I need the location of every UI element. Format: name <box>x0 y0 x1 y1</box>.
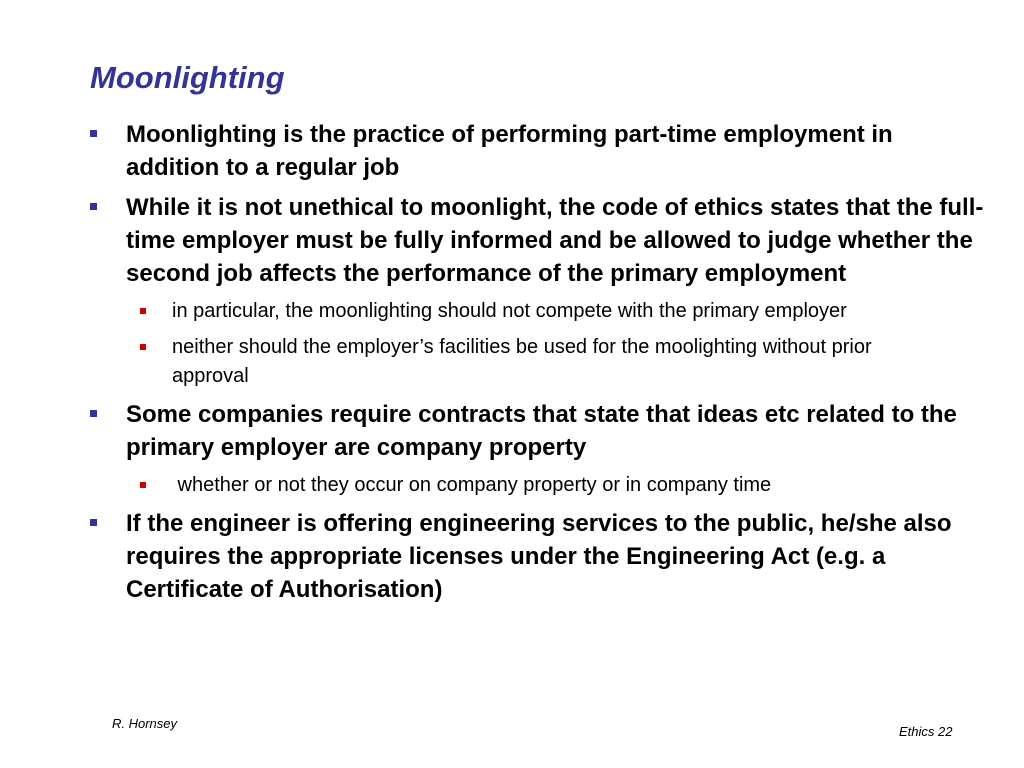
bullet-list <box>0 118 1024 613</box>
footer-author: R. Hornsey <box>112 716 178 731</box>
square-bullet-icon <box>90 130 97 137</box>
sub-bullet-text: in particular, the moonlighting should not compete with the primary employer <box>172 300 847 322</box>
sub-bullet-text: neither should the employer’s facilities be used for the moolighting without prior approval <box>172 336 872 387</box>
square-sub-bullet-icon <box>140 482 146 488</box>
slide-title: Moonlighting <box>90 60 285 95</box>
square-bullet-icon <box>90 410 97 417</box>
bullet-text: Some companies require contracts that state that ideas etc related to the primary employer are company property <box>126 401 957 461</box>
square-bullet-icon <box>90 203 97 210</box>
bullet-text: If the engineer is offering engineering services to the public, he/she also requires the appropriate licenses under the Engineering Act (e.g. a Certificate of Authorisation) <box>126 510 952 603</box>
bullet-text: While it is not unethical to moonlight, the code of ethics states that the full-time employer must be fully informed and be allowed to judge whether the second job affects the performance of the primary employment <box>126 194 984 287</box>
square-sub-bullet-icon <box>140 344 146 350</box>
sub-bullet-item <box>0 471 1024 500</box>
sub-bullet-item <box>0 333 1024 391</box>
bullet-item <box>0 507 1024 606</box>
footer-page-label: Ethics 22 <box>899 724 953 739</box>
sub-bullet-item <box>0 297 1024 326</box>
sub-bullet-text: whether or not they occur on company property or in company time <box>172 474 772 496</box>
bullet-item <box>0 191 1024 290</box>
square-bullet-icon <box>90 519 97 526</box>
square-sub-bullet-icon <box>140 308 146 314</box>
bullet-item <box>0 398 1024 464</box>
bullet-item <box>0 118 1024 184</box>
bullet-text: Moonlighting is the practice of performing part-time employment in addition to a regular job <box>126 121 893 181</box>
